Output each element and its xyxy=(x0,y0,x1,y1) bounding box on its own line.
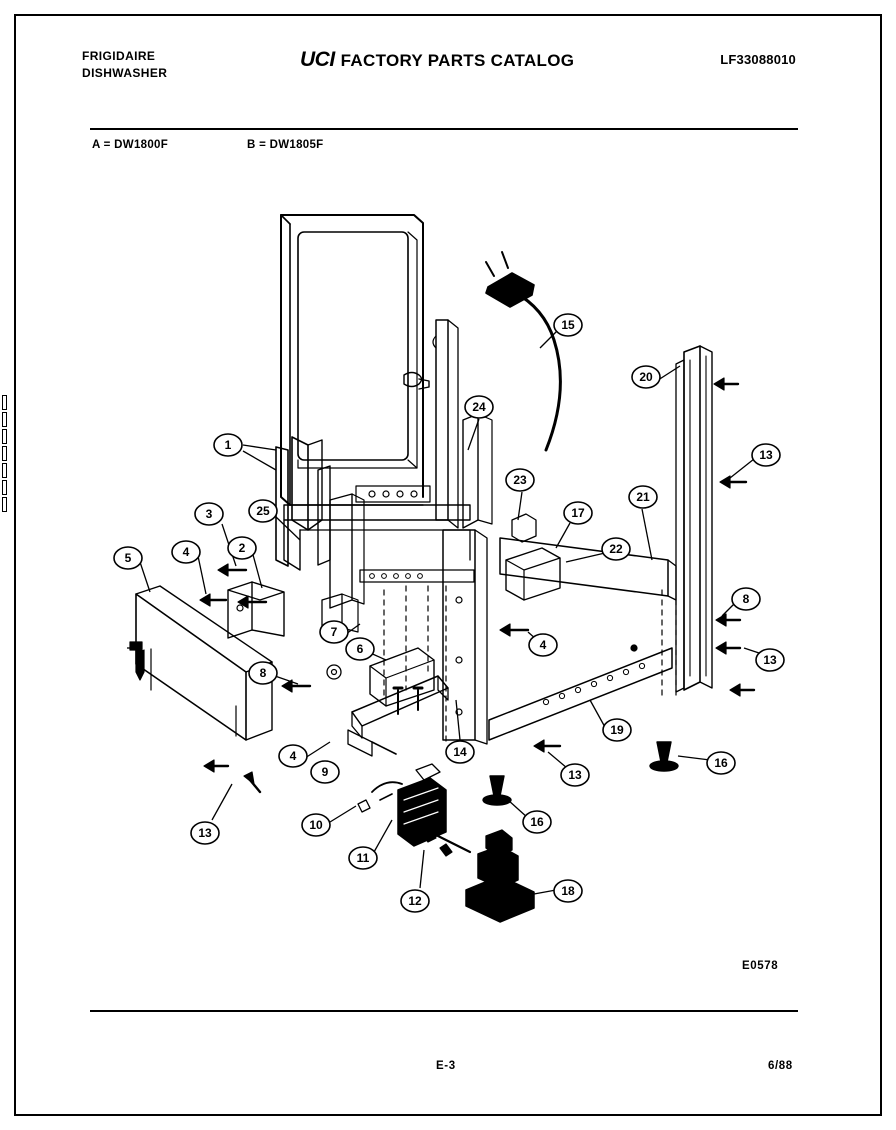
callout-number: 4 xyxy=(289,749,297,763)
callout-number: 7 xyxy=(330,625,338,639)
callout-number: 8 xyxy=(742,592,750,606)
callout-18 xyxy=(554,880,582,902)
callout-25 xyxy=(249,500,277,522)
callout-9 xyxy=(311,761,339,783)
callout-number: 5 xyxy=(124,551,132,565)
product-category: DISHWASHER xyxy=(82,66,168,80)
callout-22 xyxy=(602,538,630,560)
callout-4 xyxy=(529,634,557,656)
callout-4 xyxy=(279,745,307,767)
callout-13 xyxy=(191,822,219,844)
callout-number: 23 xyxy=(513,473,527,487)
callout-16 xyxy=(523,811,551,833)
callout-11 xyxy=(349,847,377,869)
callout-1 xyxy=(214,434,242,456)
callout-number: 14 xyxy=(453,745,467,759)
callout-number: 12 xyxy=(408,894,422,908)
callout-19 xyxy=(603,719,631,741)
document-number: LF33088010 xyxy=(720,52,796,67)
callout-13 xyxy=(752,444,780,466)
brand-name: FRIGIDAIRE xyxy=(82,49,156,63)
callout-number: 3 xyxy=(205,507,213,521)
callout-number: 25 xyxy=(256,504,270,518)
callout-4 xyxy=(172,541,200,563)
callout-3 xyxy=(195,503,223,525)
callout-number: 22 xyxy=(609,542,623,556)
callout-number: 16 xyxy=(714,756,728,770)
callout-8 xyxy=(249,662,277,684)
callout-number: 17 xyxy=(571,506,585,520)
callout-number: 11 xyxy=(356,851,370,865)
callout-number: 18 xyxy=(561,884,575,898)
callout-10 xyxy=(302,814,330,836)
page-number: E-3 xyxy=(436,1060,456,1072)
callout-number: 13 xyxy=(763,653,777,667)
callout-number: 21 xyxy=(636,490,650,504)
callout-number: 9 xyxy=(321,765,329,779)
callout-15 xyxy=(554,314,582,336)
callout-2 xyxy=(228,537,256,559)
callout-number: 16 xyxy=(530,815,544,829)
callout-13 xyxy=(756,649,784,671)
callout-number: 15 xyxy=(561,318,575,332)
callout-number: 4 xyxy=(182,545,190,559)
callout-6 xyxy=(346,638,374,660)
callout-17 xyxy=(564,502,592,524)
model-a-label: A = DW1800F xyxy=(92,139,169,151)
model-b-label: B = DW1805F xyxy=(247,139,324,151)
callout-number: 10 xyxy=(309,818,323,832)
footer-divider xyxy=(90,1010,798,1012)
catalog-title-text: FACTORY PARTS CATALOG xyxy=(340,51,575,70)
callout-number: 8 xyxy=(259,666,267,680)
figure-code: E0578 xyxy=(742,960,779,972)
callout-number: 2 xyxy=(238,541,246,555)
callout-21 xyxy=(629,486,657,508)
callout-number: 6 xyxy=(356,642,364,656)
callout-number: 4 xyxy=(539,638,547,652)
callout-13 xyxy=(561,764,589,786)
callout-16 xyxy=(707,752,735,774)
callout-23 xyxy=(506,469,534,491)
callout-8 xyxy=(732,588,760,610)
date-code: 6/88 xyxy=(768,1060,793,1072)
callout-7 xyxy=(320,621,348,643)
callout-number: 20 xyxy=(639,370,653,384)
uci-logo: UCI xyxy=(300,48,335,71)
callout-number: 13 xyxy=(759,448,773,462)
callout-20 xyxy=(632,366,660,388)
callout-14 xyxy=(446,741,474,763)
callout-number: 13 xyxy=(568,768,582,782)
callout-12 xyxy=(401,890,429,912)
callout-5 xyxy=(114,547,142,569)
callout-number: 13 xyxy=(198,826,212,840)
callout-24 xyxy=(465,396,493,418)
callout-number: 24 xyxy=(472,400,486,414)
callout-number: 19 xyxy=(610,723,624,737)
callout-number: 1 xyxy=(224,438,232,452)
